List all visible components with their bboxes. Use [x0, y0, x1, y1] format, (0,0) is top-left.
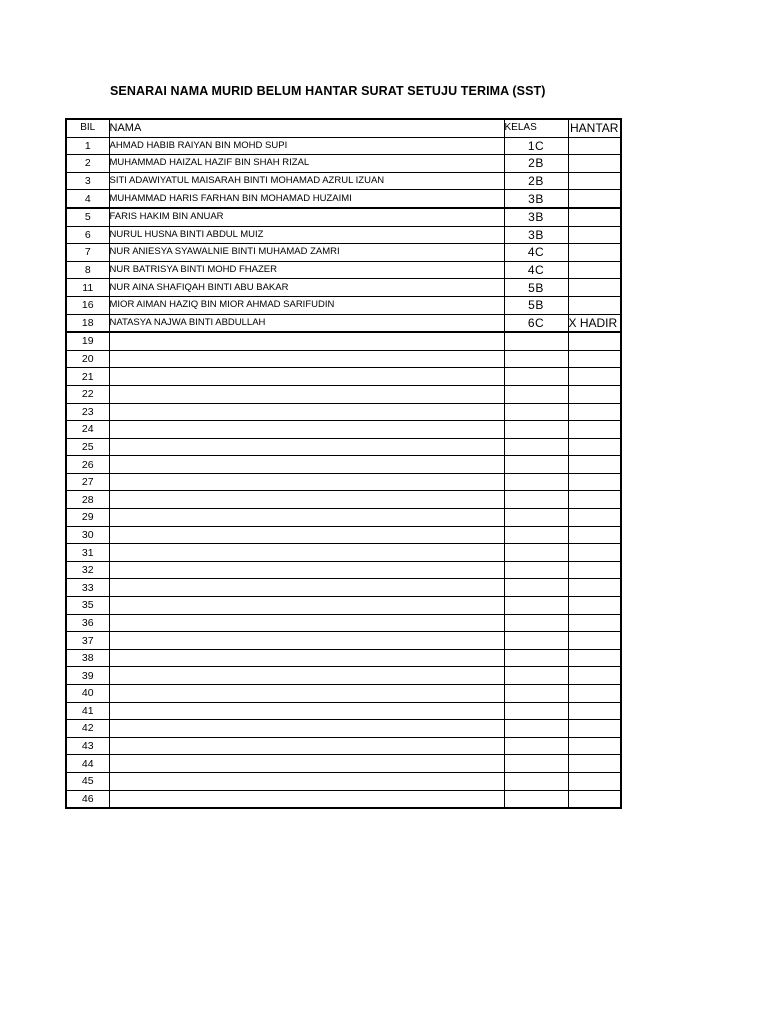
hantar-cell [568, 737, 621, 755]
bil-cell: 5 [66, 208, 109, 226]
bil-cell: 16 [66, 296, 109, 314]
kelas-cell [504, 421, 568, 439]
kelas-cell [504, 685, 568, 703]
table-row [66, 790, 621, 808]
nama-cell [109, 685, 504, 703]
table-row [66, 172, 621, 190]
student-table [65, 118, 622, 809]
table-row [66, 544, 621, 562]
nama-cell: MIOR AIMAN HAZIQ BIN MIOR AHMAD SARIFUDIN [109, 296, 504, 314]
bil-cell: 29 [66, 509, 109, 527]
nama-cell: SITI ADAWIYATUL MAISARAH BINTI MOHAMAD AZRUL IZUAN [109, 172, 504, 190]
kelas-cell [504, 385, 568, 403]
kelas-cell [504, 667, 568, 685]
kelas-cell [504, 456, 568, 474]
nama-cell [109, 421, 504, 439]
nama-cell [109, 456, 504, 474]
kelas-cell [504, 720, 568, 738]
bil-cell: 6 [66, 226, 109, 244]
nama-cell [109, 385, 504, 403]
table-row [66, 190, 621, 208]
bil-cell: 45 [66, 772, 109, 790]
hantar-cell [568, 456, 621, 474]
table-row [66, 649, 621, 667]
hantar-cell [568, 155, 621, 173]
nama-cell [109, 667, 504, 685]
hantar-cell [568, 350, 621, 368]
kelas-cell [504, 649, 568, 667]
nama-cell: FARIS HAKIM BIN ANUAR [109, 208, 504, 226]
nama-cell: NATASYA NAJWA BINTI ABDULLAH [109, 314, 504, 332]
header-kelas: KELAS [504, 119, 568, 137]
bil-cell: 35 [66, 597, 109, 615]
hantar-cell [568, 509, 621, 527]
bil-cell: 33 [66, 579, 109, 597]
nama-cell: AHMAD HABIB RAIYAN BIN MOHD SUPI [109, 137, 504, 155]
table-row [66, 509, 621, 527]
bil-cell: 41 [66, 702, 109, 720]
bil-cell: 8 [66, 261, 109, 279]
bil-cell: 24 [66, 421, 109, 439]
bil-cell: 25 [66, 438, 109, 456]
table-row [66, 720, 621, 738]
table-row [66, 597, 621, 615]
table-row [66, 632, 621, 650]
nama-cell [109, 403, 504, 421]
bil-cell: 4 [66, 190, 109, 208]
kelas-cell [504, 790, 568, 808]
bil-cell: 43 [66, 737, 109, 755]
kelas-cell [504, 614, 568, 632]
header-bil: BIL [66, 119, 109, 137]
hantar-cell [568, 296, 621, 314]
hantar-cell [568, 632, 621, 650]
hantar-cell [568, 702, 621, 720]
bil-cell: 19 [66, 332, 109, 350]
table-row [66, 456, 621, 474]
nama-cell [109, 544, 504, 562]
hantar-cell [568, 421, 621, 439]
kelas-cell: 3B [504, 226, 568, 244]
nama-cell: NUR BATRISYA BINTI MOHD FHAZER [109, 261, 504, 279]
table-row [66, 526, 621, 544]
hantar-cell [568, 385, 621, 403]
hantar-cell [568, 720, 621, 738]
kelas-cell: 2B [504, 155, 568, 173]
hantar-cell [568, 332, 621, 350]
kelas-cell [504, 491, 568, 509]
bil-cell: 46 [66, 790, 109, 808]
nama-cell: NUR ANIESYA SYAWALNIE BINTI MUHAMAD ZAMRI [109, 244, 504, 262]
kelas-cell: 4C [504, 244, 568, 262]
table-header-row [66, 119, 621, 137]
hantar-cell [568, 368, 621, 386]
kelas-cell [504, 755, 568, 773]
hantar-cell [568, 649, 621, 667]
table-row [66, 208, 621, 226]
bil-cell: 11 [66, 279, 109, 297]
hantar-cell [568, 772, 621, 790]
kelas-cell [504, 632, 568, 650]
header-nama: NAMA [109, 119, 504, 137]
kelas-cell: 6C [504, 314, 568, 332]
kelas-cell [504, 597, 568, 615]
nama-cell [109, 649, 504, 667]
table-row [66, 332, 621, 350]
header-hantar: HANTAR [568, 119, 621, 137]
table-row [66, 667, 621, 685]
hantar-cell [568, 755, 621, 773]
table-body [66, 137, 621, 808]
table-row [66, 350, 621, 368]
nama-cell [109, 526, 504, 544]
bil-cell: 44 [66, 755, 109, 773]
hantar-cell [568, 261, 621, 279]
bil-cell: 31 [66, 544, 109, 562]
kelas-cell: 4C [504, 261, 568, 279]
hantar-cell [568, 685, 621, 703]
kelas-cell [504, 544, 568, 562]
bil-cell: 22 [66, 385, 109, 403]
hantar-cell [568, 137, 621, 155]
bil-cell: 28 [66, 491, 109, 509]
nama-cell [109, 350, 504, 368]
nama-cell: MUHAMMAD HARIS FARHAN BIN MOHAMAD HUZAIMI [109, 190, 504, 208]
table-row [66, 755, 621, 773]
hantar-cell [568, 279, 621, 297]
nama-cell: MUHAMMAD HAIZAL HAZIF BIN SHAH RIZAL [109, 155, 504, 173]
hantar-cell [568, 544, 621, 562]
document-title: SENARAI NAMA MURID BELUM HANTAR SURAT SETUJU TERIMA (SST) [110, 84, 546, 98]
kelas-cell [504, 509, 568, 527]
hantar-cell [568, 403, 621, 421]
table-row [66, 385, 621, 403]
kelas-cell: 5B [504, 279, 568, 297]
bil-cell: 40 [66, 685, 109, 703]
nama-cell [109, 597, 504, 615]
table-row [66, 244, 621, 262]
table-row [66, 614, 621, 632]
nama-cell [109, 720, 504, 738]
bil-cell: 23 [66, 403, 109, 421]
table-row [66, 685, 621, 703]
bil-cell: 21 [66, 368, 109, 386]
nama-cell [109, 491, 504, 509]
nama-cell [109, 561, 504, 579]
hantar-cell [568, 226, 621, 244]
nama-cell [109, 632, 504, 650]
kelas-cell [504, 737, 568, 755]
bil-cell: 20 [66, 350, 109, 368]
kelas-cell: 3B [504, 190, 568, 208]
table-row [66, 137, 621, 155]
bil-cell: 36 [66, 614, 109, 632]
bil-cell: 26 [66, 456, 109, 474]
nama-cell [109, 755, 504, 773]
nama-cell [109, 579, 504, 597]
table-row [66, 491, 621, 509]
table-row [66, 155, 621, 173]
kelas-cell: 1C [504, 137, 568, 155]
hantar-cell [568, 438, 621, 456]
kelas-cell [504, 368, 568, 386]
hantar-cell [568, 597, 621, 615]
nama-cell [109, 473, 504, 491]
table-row [66, 702, 621, 720]
nama-cell [109, 509, 504, 527]
nama-cell [109, 790, 504, 808]
kelas-cell [504, 332, 568, 350]
bil-cell: 18 [66, 314, 109, 332]
nama-cell: NURUL HUSNA BINTI ABDUL MUIZ [109, 226, 504, 244]
bil-cell: 2 [66, 155, 109, 173]
kelas-cell: 3B [504, 208, 568, 226]
nama-cell [109, 438, 504, 456]
table-row [66, 579, 621, 597]
bil-cell: 32 [66, 561, 109, 579]
kelas-cell [504, 473, 568, 491]
table-row [66, 561, 621, 579]
kelas-cell [504, 702, 568, 720]
kelas-cell [504, 526, 568, 544]
kelas-cell [504, 772, 568, 790]
table-row [66, 279, 621, 297]
table-row [66, 772, 621, 790]
nama-cell: NUR AINA SHAFIQAH BINTI ABU BAKAR [109, 279, 504, 297]
nama-cell [109, 332, 504, 350]
nama-cell [109, 772, 504, 790]
bil-cell: 3 [66, 172, 109, 190]
hantar-cell [568, 491, 621, 509]
table-row [66, 737, 621, 755]
bil-cell: 37 [66, 632, 109, 650]
hantar-cell [568, 172, 621, 190]
table-row [66, 403, 621, 421]
table-row [66, 296, 621, 314]
hantar-cell [568, 473, 621, 491]
hantar-cell [568, 526, 621, 544]
nama-cell [109, 368, 504, 386]
kelas-cell [504, 561, 568, 579]
bil-cell: 38 [66, 649, 109, 667]
bil-cell: 39 [66, 667, 109, 685]
hantar-cell [568, 244, 621, 262]
bil-cell: 42 [66, 720, 109, 738]
hantar-cell [568, 790, 621, 808]
table-row [66, 226, 621, 244]
nama-cell [109, 614, 504, 632]
nama-cell [109, 737, 504, 755]
nama-cell [109, 702, 504, 720]
table-row [66, 438, 621, 456]
kelas-cell: 5B [504, 296, 568, 314]
bil-cell: 7 [66, 244, 109, 262]
hantar-cell [568, 579, 621, 597]
hantar-cell [568, 614, 621, 632]
kelas-cell: 2B [504, 172, 568, 190]
kelas-cell [504, 438, 568, 456]
table-row [66, 473, 621, 491]
kelas-cell [504, 350, 568, 368]
kelas-cell [504, 403, 568, 421]
table-row [66, 261, 621, 279]
hantar-cell [568, 561, 621, 579]
hantar-cell [568, 208, 621, 226]
hantar-cell: X HADIR [568, 314, 621, 332]
bil-cell: 30 [66, 526, 109, 544]
table-row [66, 368, 621, 386]
hantar-cell [568, 190, 621, 208]
bil-cell: 1 [66, 137, 109, 155]
table-row [66, 314, 621, 332]
bil-cell: 27 [66, 473, 109, 491]
table-row [66, 421, 621, 439]
hantar-cell [568, 667, 621, 685]
kelas-cell [504, 579, 568, 597]
